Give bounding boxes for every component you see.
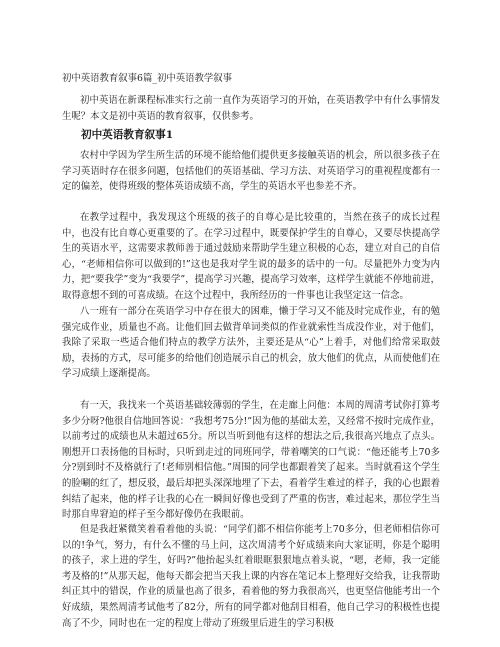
- body-paragraph: 有一天，我找来一个英语基础较薄弱的学生，在走廊上问他：本周的周清考试你打算考多少分呀?他很自信地回答说：“我想考75分!”因为他的基础太差，又经常不按时完成作业，以前考过的成绩也从未超过65分。所以当听到他有这样的想法之后,我很高兴地点了点头。刚想开口表扬他的目标时，只听到走过的同班同学，带着嘲笑的口气说：“他还能考上70多分?别到时不及格就行了!老师别相信他。”周围的同学也都跟着笑了起来。当时就看这个学生的脸唰的红了，想反驳，最后却把头深深地埋了下去，看着学生难过的样子，我的心也跟着纠结了起来，他的样子让我的心在一瞬间好像也受到了严重的伤害，难过起来，那位学生当时那自卑窘迫的样子至今都好像仍在我眼前。: [62, 400, 440, 521]
- body-paragraph: 但是我赶紧微笑着看着他的头说：“同学们都不相信你能考上70多分，但老师相信你可以的!争气，努力，有什么不懂的马上问，这次周清考个好成绩来向大家证明，你是个聪明的孩子，求上进的学生，好吗?”他抬起头红着眼眶狠狠地点着头说，“嗯，老师，我一定能考及格的!”从那天起，他每天都会把当天我上课的内容在笔记本上整理好交给我，让我帮助纠正其中的错误，作业的质量也高了很多，看着他的努力我很高兴，也更坚信他能考出一个好成绩，果然周清考试他考了82分，所有的同学都对他刮目相看，他自己学习的积极性也提高了不少，同时也在一定的程度上带动了班级里后进生的学习积极: [62, 524, 440, 629]
- intro-paragraph: 初中英语在新课程标准实行之前一直作为英语学习的开始，在英语教学中有什么事情发生呢？本文是初中英语的教育叙事，仅供参考。: [62, 95, 440, 122]
- document-title: 初中英语教育叙事6篇_初中英语教学叙事: [62, 73, 233, 84]
- body-paragraph: 八一班有一部分在英语学习中存在很大的困难，懒于学习又不能及时完成作业，有的勉强完成作业，质量也不高。让他们回去做背单词类似的作业就索性当成没作业，对于他们，我除了采取一些适合他们特点的教学方法外，主要还是从“心”上着手，对他们给常采取鼓励，表扬的方式，尽可能多的给他们创造展示自己的机会，放大他们的优点，从而使他们在学习成绩上逐渐提高。: [62, 306, 440, 380]
- body-paragraph: 农村中学因为学生所生活的环境不能给他们提供更多接触英语的机会，所以很多孩子在学习英语时存在很多问题，包括他们的英语基础、学习方法、对英语学习的重视程度都有一定的偏差，使得班级的整体英语成绩不高，学生的英语水平也参差不齐。: [62, 150, 440, 193]
- section-heading: 初中英语教育叙事1: [81, 129, 174, 141]
- body-paragraph: 在教学过程中，我发现这个班级的孩子的自尊心是比较重的，当然在孩子的成长过程中，也没有比自尊心更重要的了。在学习过程中，既要保护学生的自尊心，又要尽快提高学生的英语水平，这需要求教师善于通过鼓励来帮助学生建立积极的心态，建立对自己的自信心，“老师相信你可以做到的!”这也是我对学生说的最多的话中的一句。尽量把外力变为内力，把“要我学”变为“我要学”，提高学习兴趣，提高学习效率，这样学生就能不停地前进，取得意想不到的可喜成绩。在这个过程中，我所经历的一件事也让我坚定这一信念。: [62, 212, 440, 301]
